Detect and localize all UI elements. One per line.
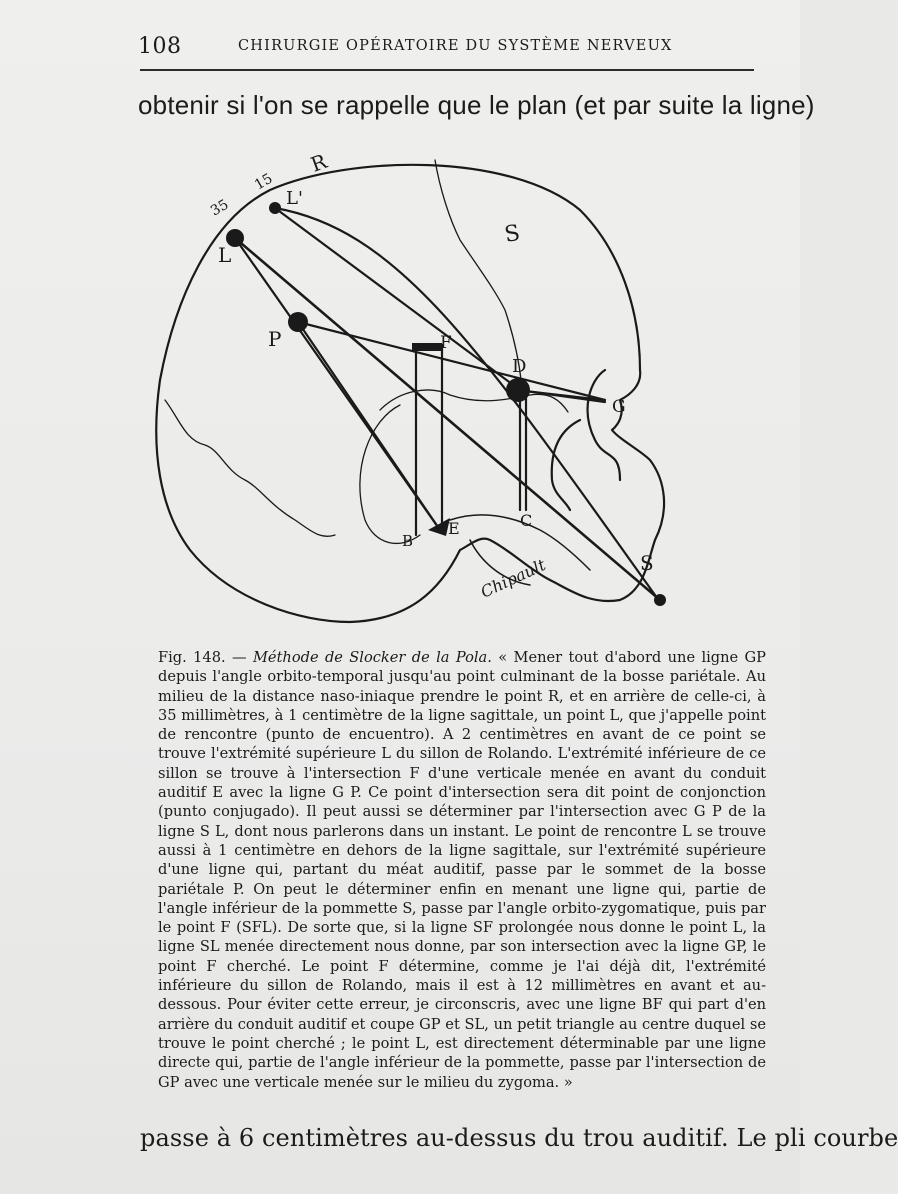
- point-Lprime: [269, 202, 281, 214]
- point-E: [428, 518, 450, 536]
- point-D: [506, 378, 530, 402]
- face-detail: [552, 420, 580, 510]
- lambdoid-suture: [165, 400, 335, 536]
- label-P: P: [268, 327, 282, 351]
- label-S: S: [640, 551, 654, 575]
- body-text-top: obtenir si l'on se rappelle que le plan (et par suite la ligne): [138, 90, 815, 120]
- figure-caption: [158, 648, 766, 1092]
- point-F: [412, 343, 442, 351]
- label-35: 35: [208, 196, 232, 220]
- label-Lprime: L': [286, 188, 303, 209]
- page-number: 108: [138, 34, 182, 59]
- label-15: 15: [252, 170, 276, 194]
- caption-text: « Mener tout d'abord une ligne GP depuis l'angle orbito-temporal jusqu'au point culminant de la bosse pariétale. Au milieu de la distance naso-iniaque prendre le point R, et en arrière de celle-ci, à 35 millimètres, à 1 centimètre de la ligne sagittale, un point L, que j'appelle point de rencontre (punto de encuentro). A 2 centimètres en avant de ce point se trouve l'extrémité supérieure L du sillon de Rolando. L'extrémité inférieure de ce sillon se trouve à l'intersection F d'une verticale menée en avant du conduit auditif E avec la ligne G P. Ce point d'intersection sera dit point de conjonction (punto conjugado). Il peut aussi se déterminer par l'intersection avec G P de la ligne S L, dont nous parlerons dans un instant. Le point de rencontre L se trouve aussi à 1 centimètre en dehors de la ligne sagittale, sur l'extrémité supérieure d'une ligne qui, partant du méat auditif, passe par le sommet de la bosse pariétale P. On peut le déterminer enfin en menant une ligne qui, partie de l'angle inférieur de la pommette S, passe par l'angle orbito-zygomatique, puis par le point F (SFL). De sorte que, si la ligne SF prolongée nous donne le point L, la ligne SL menée directement nous donne, par son intersection avec la ligne GP, le point F cherché. Le point F détermine, comme je l'ai déjà dit, l'extrémité inférieure du sillon de Rolando, mais il est à 12 millimètres en avant et au-dessous. Pour éviter cette erreur, je circonscris, avec une ligne BF qui part d'en arrière du conduit auditif et coupe GP et SL, un petit triangle au centre duquel se trouve le point cherché ; le point L, est directement déterminable par une ligne directe qui, partie de l'angle inférieur de la pommette, passe par l'intersection de GP avec une verticale menée sur le milieu du zygoma. »: [158, 649, 767, 1091]
- label-fissure: S: [502, 220, 522, 248]
- skull-diagram: [150, 150, 670, 620]
- label-L: L: [218, 243, 232, 267]
- label-D: D: [512, 356, 527, 377]
- page-header: [138, 34, 758, 58]
- header-rule: [140, 69, 754, 71]
- skull-diagram-svg: [150, 150, 670, 620]
- label-E: E: [448, 519, 460, 538]
- caption-label: Fig. 148. —: [158, 649, 247, 666]
- caption-title: Méthode de Slocker de la Pola.: [252, 649, 492, 666]
- orbit-curve: [588, 370, 620, 480]
- label-R: R: [307, 148, 330, 177]
- running-title: CHIRURGIE OPÉRATOIRE DU SYSTÈME NERVEUX: [238, 38, 673, 54]
- label-B: B: [402, 532, 414, 550]
- label-G: G: [612, 397, 626, 417]
- label-F: F: [440, 333, 452, 353]
- point-S: [654, 594, 666, 606]
- point-P: [288, 312, 308, 332]
- body-text-bottom: passe à 6 centimètres au-dessus du trou auditif. Le pli courbe: [140, 1124, 898, 1152]
- line-L-S: [235, 238, 660, 600]
- artist-signature: Chipault: [477, 555, 549, 602]
- label-C: C: [520, 511, 533, 530]
